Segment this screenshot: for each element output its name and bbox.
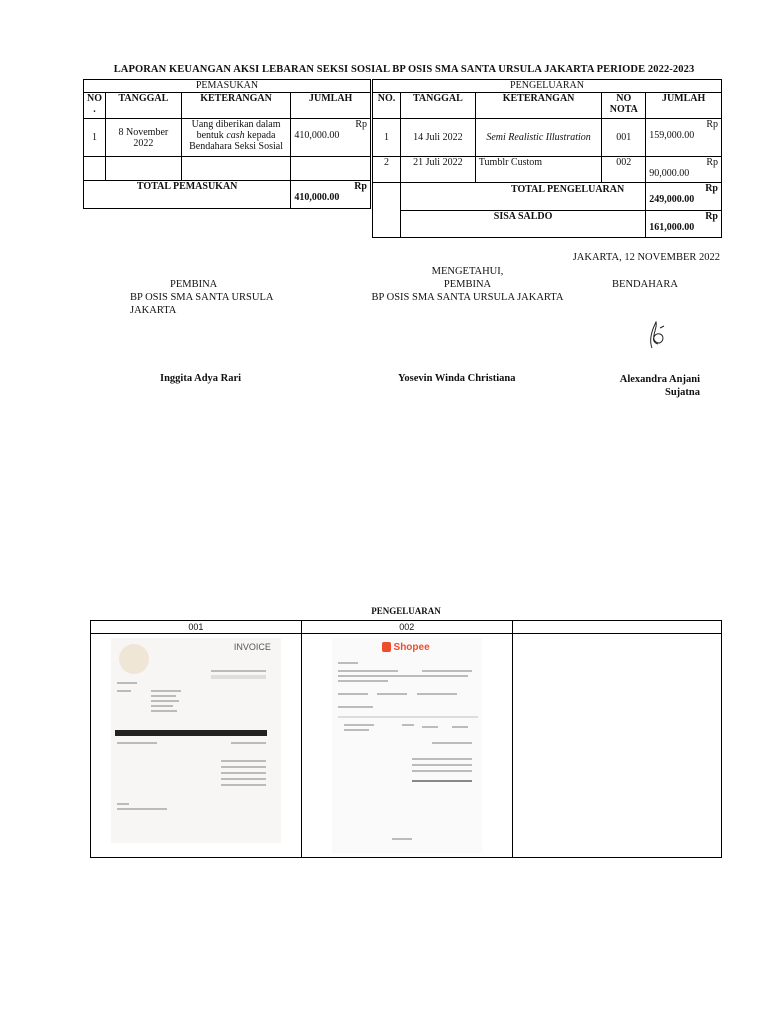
expense-amount-cell [646,119,722,157]
right-name: Alexandra Anjani Sujatna [619,374,700,398]
income-total-label: TOTAL PEMASUKAN [84,181,291,209]
expense-date: 14 Juli 2022 [400,119,475,157]
shopee-cell [301,634,512,858]
attachment-col-empty [512,621,721,634]
income-total-cell [291,181,371,209]
expense-date: 21 Juli 2022 [400,157,475,183]
handwritten-signature [642,318,672,354]
shopee-label: Shopee [393,642,430,653]
report-title: LAPORAN KEUANGAN AKSI LEBARAN SEKSI SOSIAL BP OSIS SMA SANTA URSULA JAKARTA PERIODE 2022-2023 [113,64,695,75]
balance-currency: Rp [705,211,718,222]
income-desc-pre: Uang diberikan dalam bentuk [191,119,281,141]
expense-amount: 159,000.00 [649,130,695,141]
attachments-title: PENGELUARAN [371,606,441,616]
shopee-bag-icon [382,642,391,652]
income-col-desc: KETERANGAN [181,93,291,119]
right-role: BENDAHARA [612,279,678,290]
attachments-table [90,620,722,858]
invoice-heading: INVOICE [233,642,271,652]
center-role: PEMBINA [443,279,492,290]
center-org: BP OSIS SMA SANTA URSULA JAKARTA [371,292,564,303]
expense-total-cell [646,183,722,211]
expense-col-date: TANGGAL [400,93,475,119]
income-col-date: TANGGAL [106,93,182,119]
income-amount: 410,000.00 [294,130,340,141]
expense-note: 002 [602,157,646,183]
expense-total-currency: Rp [705,183,718,194]
income-desc-post: kepada Bendahara Seksi Sosial [189,130,283,152]
income-amount-cell [291,119,371,157]
income-desc [181,119,291,157]
invoice-thumbnail [111,638,281,843]
attachment-col-001: 001 [91,621,302,634]
income-total-amount: 410,000.00 [294,192,340,203]
income-table [83,79,371,209]
expense-total-label: TOTAL PENGELUARAN [400,183,645,211]
left-signatory-block [130,278,290,317]
income-col-no: NO . [84,93,106,119]
balance-cell [646,211,722,238]
center-signatory-block [360,265,575,304]
income-total-currency: Rp [354,181,367,192]
left-org: BP OSIS SMA SANTA URSULA JAKARTA [130,292,273,316]
income-currency: Rp [355,119,367,130]
expense-col-note: NO NOTA [602,93,646,119]
table-row [373,119,722,157]
income-section-header: PEMASUKAN [84,80,371,93]
center-name: Yosevin Winda Christiana [398,373,516,384]
expense-desc: Tumblr Custom [475,157,602,183]
expense-amount: 90,000.00 [649,168,690,179]
income-col-amount: JUMLAH [291,93,371,119]
balance-label: SISA SALDO [400,211,645,238]
attachment-empty-cell [512,634,721,858]
expense-note: 001 [602,119,646,157]
attachment-col-002: 002 [301,621,512,634]
invoice-logo-icon [119,644,149,674]
shopee-logo [382,642,430,653]
expense-col-desc: KETERANGAN [475,93,602,119]
expense-table [372,79,722,238]
expense-col-amount: JUMLAH [646,93,722,119]
place-date: JAKARTA, 12 NOVEMBER 2022 [572,252,720,263]
table-row [373,157,722,183]
expense-amount-cell [646,157,722,183]
center-ack: MENGETAHUI, [431,266,504,277]
invoice-cell [91,634,302,858]
expense-currency: Rp [706,119,718,130]
income-desc-em: cash [226,130,245,141]
shopee-receipt-thumbnail [332,638,482,853]
expense-col-no: NO. [373,93,401,119]
income-no: 1 [84,119,106,157]
left-name: Inggita Adya Rari [160,373,242,384]
expense-currency: Rp [706,157,718,168]
expense-section-header: PENGELUARAN [373,80,722,93]
expense-no: 2 [373,157,401,183]
left-role: PEMBINA [170,279,218,290]
income-date: 8 November 2022 [106,119,182,157]
balance-amount: 161,000.00 [649,222,695,233]
expense-total-amount: 249,000.00 [649,194,695,205]
table-row [84,119,371,157]
expense-no: 1 [373,119,401,157]
expense-desc: Semi Realistic Illustration [475,119,602,157]
